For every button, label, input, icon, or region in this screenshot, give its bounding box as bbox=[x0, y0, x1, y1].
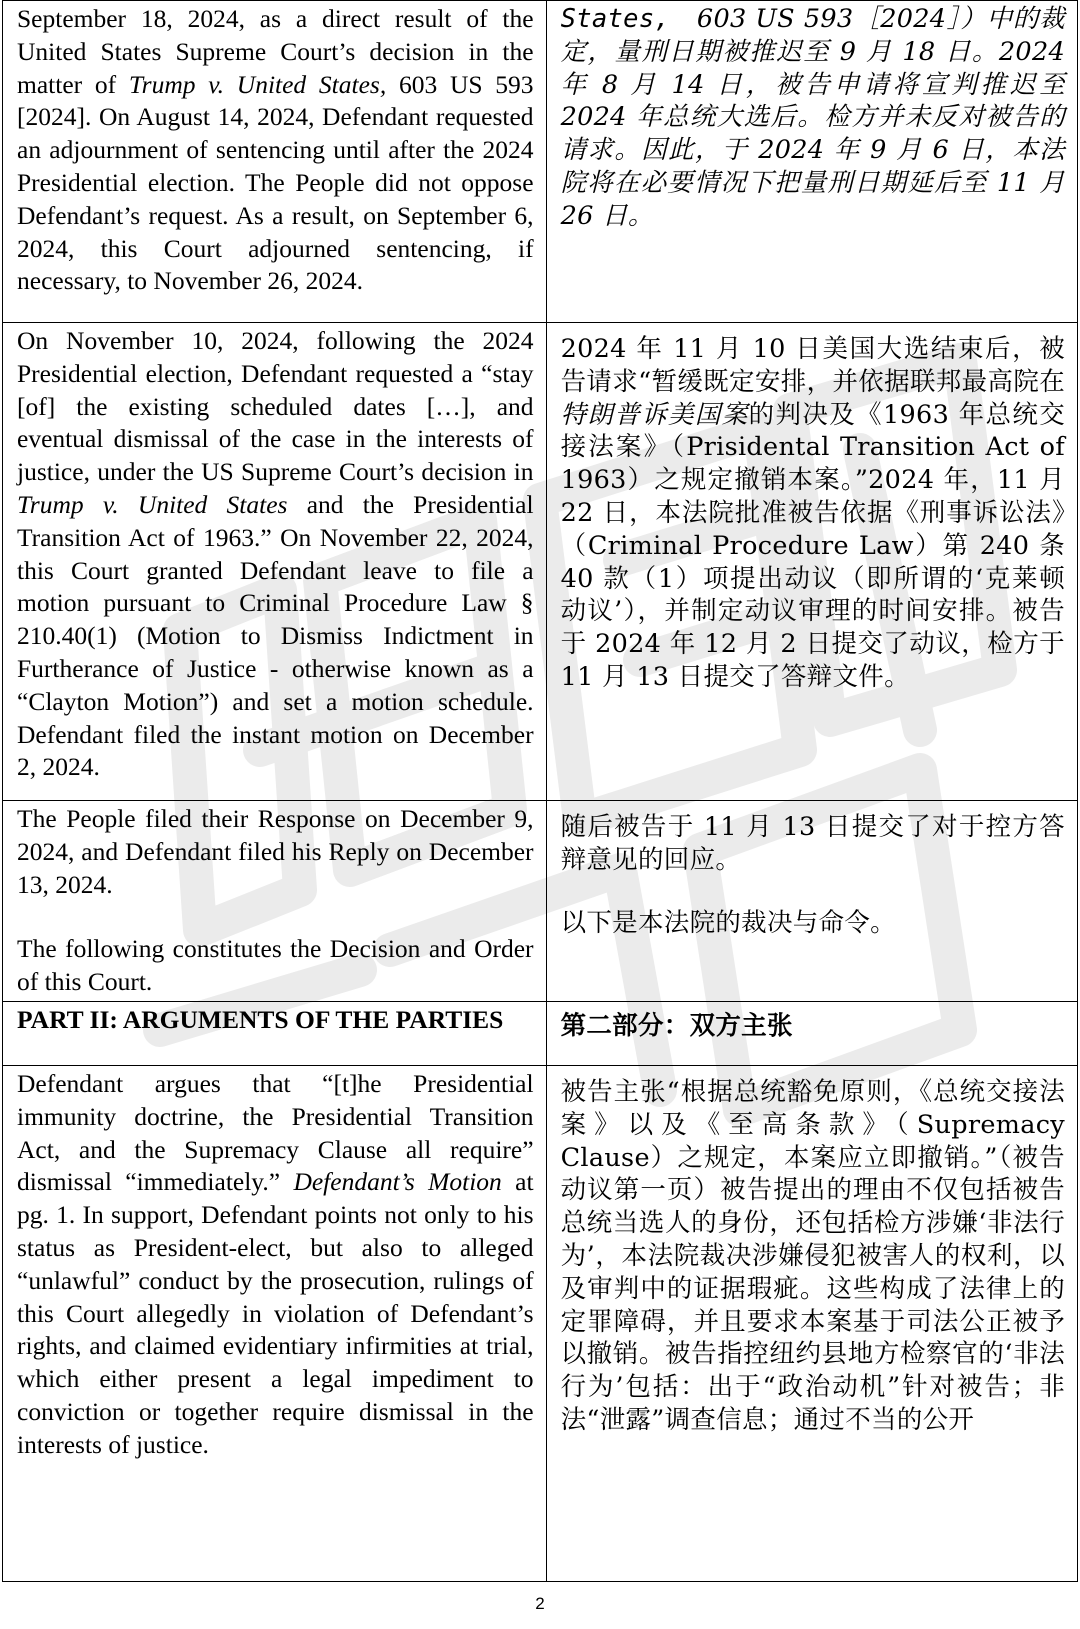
text-segment: 以下是本法院的裁决与命令。 bbox=[560, 907, 896, 938]
text-segment: The following constitutes the Decision and Order of this Court. bbox=[17, 934, 534, 997]
text-segment: September 18, 2024, as a direct result of the United States Supreme Court’s decision in the matter of bbox=[17, 4, 534, 99]
text-segment: On November 10, 2024, following the 2024 Presidential election, Defendant requested a “stay [of] the existing scheduled dates […], and eventual dismissal of the case in the interests of justice, under the US Supreme Court’s decision in bbox=[17, 326, 534, 487]
page-number: 2 bbox=[535, 1594, 545, 1613]
english-cell bbox=[3, 801, 547, 1002]
bilingual-table bbox=[2, 0, 1078, 1582]
english-cell bbox=[3, 323, 547, 801]
paragraph bbox=[17, 803, 534, 901]
paragraph bbox=[561, 1010, 1065, 1043]
text-segment: The People filed their Response on December 9, 2024, and Defendant filed his Reply on December 13, 2024. bbox=[17, 804, 534, 899]
paragraph bbox=[561, 907, 1065, 940]
table-row bbox=[3, 1001, 1078, 1065]
text-segment: 的判决及《1963 年总统交接法案》（Prisidental Transition Act of 1963）之规定撤销本案。”2024 年，11 月 22 日，本法院批准被告依据《刑事诉讼法》（Criminal Procedure Law）第 240 条 40 款（1）项提出动议（即所谓的‘克莱顿动议’），并制定动议审理的时间安排。被告于 2024 年 12 月 2 日提交了动议，检方于 11 月 13 日提交了答辩文件。 bbox=[560, 399, 1065, 692]
paragraph bbox=[561, 3, 1065, 233]
text-segment: 603 US 593 [2024]. On August 14, 2024, Defendant requested an adjournment of sentencing until after the 2024 Presidential election. The People did not oppose Defendant’s request. As a result, on September 6, 2024, this Court adjourned sentencing, if necessary, to November 26, 2024. bbox=[17, 69, 534, 296]
italic-case-name: 特朗普诉美国案 bbox=[560, 399, 749, 430]
text-segment: PART II: ARGUMENTS OF THE PARTIES bbox=[17, 1004, 504, 1034]
paragraph bbox=[17, 1068, 534, 1462]
italic-case-name: 603 US 593［2024］）中的裁定，量刑日期被推迟至 9 月 18 日。2024 年 8 月 14 日，被告申请将宣判推迟至 2024 年总统大选后。检方并未反对被告的请求。因此，于 2024 年 9 月 6 日，本法院将在必要情况下把量刑日期延后至 11 月 26 日。 bbox=[560, 4, 1065, 231]
chinese-cell bbox=[546, 801, 1077, 1002]
text-segment: 随后被告于 11 月 13 日提交了对于控方答辩意见的回应。 bbox=[560, 812, 1065, 875]
chinese-cell bbox=[546, 1, 1077, 323]
table-row bbox=[3, 1, 1078, 323]
paragraph bbox=[17, 325, 534, 784]
paragraph bbox=[561, 1076, 1065, 1437]
text-segment: 第二部分：双方主张 bbox=[560, 1010, 793, 1041]
chinese-cell bbox=[546, 1065, 1077, 1581]
table-row bbox=[3, 801, 1078, 1002]
text-segment: and the Presidential Transition Act of 1963.” On November 22, 2024, this Court granted Defendant leave to file a motion pursuant to Criminal Procedure Law § 210.40(1) (Motion to Dismiss Indictment in Furtherance of Justice - otherwise known as a “Clayton Motion”) and set a motion schedule. Defendant filed the instant motion on December 2, 2024. bbox=[17, 489, 534, 782]
italic-case-name: Defendant’s Motion bbox=[293, 1167, 502, 1197]
text-segment: at pg. 1. In support, Defendant points not only to his status as President-elect, but also to alleged “unlawful” conduct by the prosecution, rulings of this Court allegedly in violation of Defendant’s rights, and claimed evidentiary infirmities at trial, which either present a legal impediment to conviction or together require dismissal in the interests of justice. bbox=[17, 1167, 534, 1459]
paragraph bbox=[561, 333, 1065, 694]
paragraph bbox=[17, 933, 534, 999]
text-segment: 被告主张“根据总统豁免原则，《总统交接法案》以及《至高条款》（Supremacy Clause）之规定，本案应立即撤销。”（被告动议第一页）被告提出的理由不仅包括被告总统当选人的身份，还包括检方涉嫌‘非法行为’，本法院裁决涉嫌侵犯被害人的权利，以及审判中的证据瑕疵。这些构成了法律上的定罪障碍，并且要求本案基于司法公正被予以撤销。被告指控纽约县地方检察官的‘非法行为’包括：出于“政治动机”针对被告；非法“泄露”调查信息；通过不当的公开 bbox=[560, 1076, 1065, 1435]
english-cell bbox=[3, 1, 547, 323]
english-cell bbox=[3, 1065, 547, 1581]
italic-case-name: Trump v. United States bbox=[17, 489, 288, 519]
chinese-cell bbox=[546, 1001, 1077, 1065]
paragraph bbox=[561, 811, 1065, 877]
english-cell bbox=[3, 1001, 547, 1065]
table-row bbox=[3, 323, 1078, 801]
text-segment: 2024 年 11 月 10 日美国大选结束后，被告请求“暂缓既定安排，并依据联邦最高院在 bbox=[560, 334, 1065, 397]
text-segment: States, bbox=[560, 4, 671, 34]
paragraph bbox=[17, 3, 534, 298]
paragraph bbox=[17, 1004, 534, 1037]
chinese-cell bbox=[546, 323, 1077, 801]
italic-case-name: Trump v. United States, bbox=[128, 69, 387, 99]
table-row bbox=[3, 1065, 1078, 1581]
text-segment: Defendant argues that “[t]he Presidential immunity doctrine, the Presidential Transition Act, and the Supremacy Clause all require” dismissal “immediately.” bbox=[17, 1068, 534, 1197]
